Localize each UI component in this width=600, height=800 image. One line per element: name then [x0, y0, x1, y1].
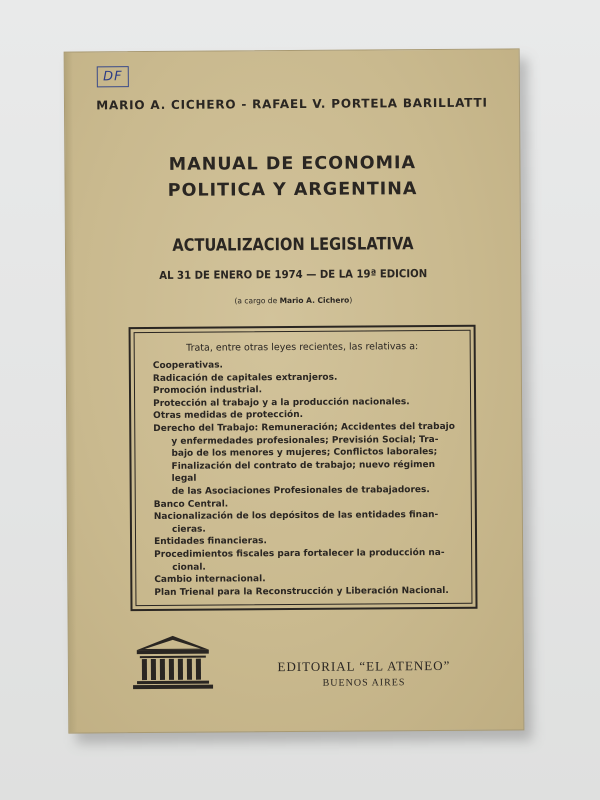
topic-line: Derecho del Trabajo: Remuneración; Accidentes del trabajo — [153, 421, 455, 434]
editor-credit — [66, 294, 520, 306]
topic-line: Promoción industrial. — [152, 385, 263, 397]
greek-temple-icon — [131, 632, 215, 691]
topic-line: Entidades financieras. — [154, 536, 267, 548]
topic-line: Nacionalización de los depósitos de las entidades finan- — [153, 510, 439, 523]
topic-item — [153, 421, 459, 499]
publisher-name: EDITORIAL “EL ATENEO” — [277, 657, 451, 675]
topic-line: y enfermedades profesionales; Previsión Social; Tra- — [171, 434, 439, 447]
handwritten-stamp: DF — [97, 66, 129, 87]
publisher-city: BUENOS AIRES — [322, 677, 406, 689]
topic-line: Protección al trabajo y a la producción nacionales. — [153, 396, 410, 409]
topic-line: Cambio internacional. — [154, 574, 266, 586]
topic-line: cieras. — [171, 524, 206, 535]
topic-line: cional. — [172, 562, 206, 573]
editor-prefix: (a cargo de — [234, 296, 278, 306]
contents-intro: Trata, entre otras leyes recientes, las relativas a: — [186, 341, 419, 354]
topic-line: Banco Central. — [153, 498, 229, 510]
topic-line: Cooperativas. — [152, 360, 223, 371]
title-line-1: MANUAL DE ECONOMIA — [168, 153, 417, 175]
contents-box-inner-border — [134, 330, 473, 606]
book-cover — [64, 48, 525, 733]
authors: MARIO A. CICHERO - RAFAEL V. PORTELA BARILLATTI — [96, 95, 488, 113]
edition-dateline: AL 31 DE ENERO DE 1974 — DE LA 19ª EDICION — [159, 267, 428, 282]
topic-line: Procedimientos fiscales para fortalecer la producción na- — [154, 547, 445, 560]
topic-item — [154, 509, 459, 536]
editor-name: Mario A. Cichero — [279, 295, 350, 306]
topics-list — [153, 358, 460, 599]
topic-item — [154, 585, 459, 600]
topic-line: Otras medidas de protección. — [153, 410, 304, 422]
topic-line: de las Asociaciones Profesionales de trabajadores. — [171, 484, 430, 497]
topic-line: bajo de los menores y mujeres; Conflictos laborales; — [171, 447, 438, 460]
topic-line: Radicación de capitales extranjeros. — [152, 372, 338, 384]
title-line-2: POLITICA Y ARGENTINA — [167, 179, 418, 201]
editor-suffix: ) — [349, 295, 353, 305]
contents-box — [129, 325, 478, 611]
book-title — [65, 149, 519, 204]
book-subtitle: ACTUALIZACION LEGISLATIVA — [172, 234, 414, 256]
topic-line: Plan Trienal para la Reconstrucción y Liberación Nacional. — [154, 585, 449, 598]
topic-line: Finalización del contrato de trabajo; nuevo régimen legal — [171, 459, 436, 485]
topic-item — [154, 547, 459, 574]
